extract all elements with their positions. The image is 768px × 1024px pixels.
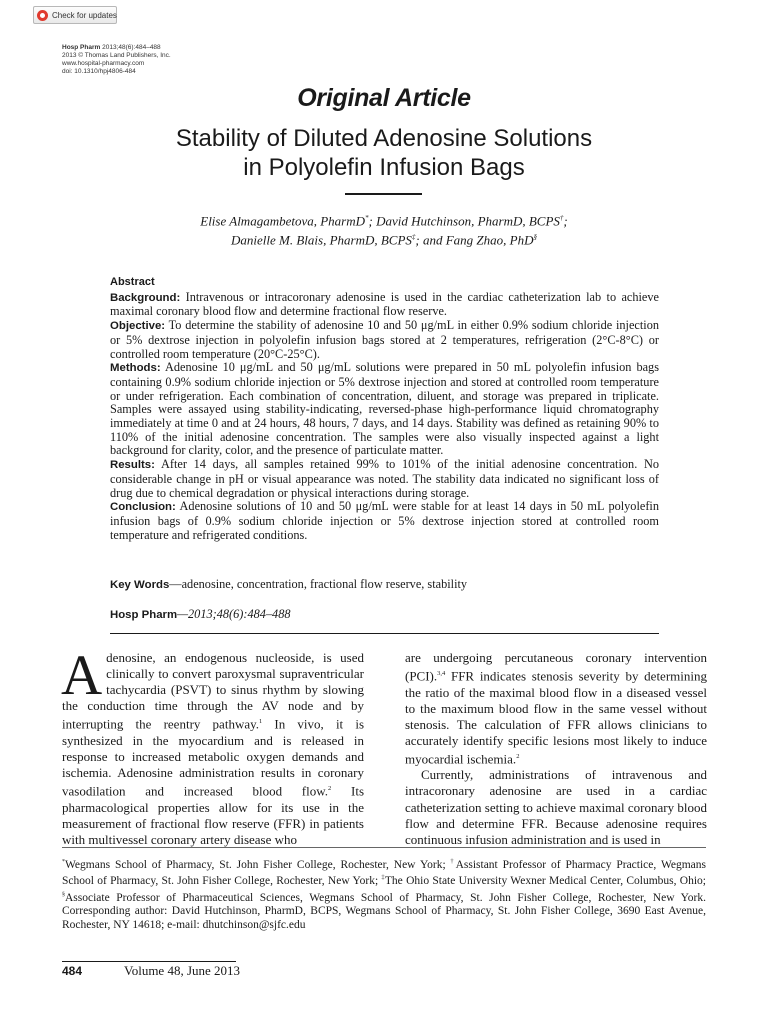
- author-2-mark: †: [559, 214, 564, 222]
- reference-mark[interactable]: 2: [328, 785, 332, 793]
- citation-block: [62, 44, 171, 76]
- article-title: [0, 124, 768, 182]
- author-4: ; and Fang Zhao, PhD: [415, 232, 534, 248]
- section-divider: [110, 633, 659, 634]
- abstract-methods: Methods: Adenosine 10 μg/mL and 50 μg/mL solutions were prepared in 50 mL polyolefin infusion bags containing 0.9% sodium chloride injection or 5% dextrose injection and stored at controlled room temperature or under refrigeration. Each combination of concentration, diluent, and storage was prepared in triplicate. Samples were assayed using stability-indicating, reversed-phase high-performance liquid chromatography immediately at time 0 and at 24 hours, 48 hours, 7 days, and 14 days. Stability was defined as retaining 90% to 110% of the initial adenosine concentration. The samples were also visually inspected against a light background for clarity, color, and the presence of particulate matter.: [110, 360, 659, 458]
- folio-divider: [62, 961, 236, 962]
- title-line-1: Stability of Diluted Adenosine Solutions: [175, 125, 593, 152]
- article-type: Original Article: [297, 84, 471, 112]
- footnote-divider: [62, 847, 706, 848]
- journal-url[interactable]: www.hospital-pharmacy.com: [62, 60, 145, 67]
- body-column-right: [405, 650, 707, 848]
- abstract-conclusion: Conclusion: Adenosine solutions of 10 and 50 μg/mL were stable for at least 14 days in 50 mL polyolefin infusion bags of 0.9% sodium chloride injection or 5% dextrose injection stored at controlled room temperature and refrigerated conditions.: [110, 499, 659, 542]
- body-paragraph: are undergoing percutaneous coronary intervention (PCI).$^{3,4}$ FFR indicates stenosis severity by determining the ratio of the maximal blood flow in a diseased vessel to the maximum blood flow in the same vessel without stenosis. The calculation of FFR allows clinicians to accurately identify specific lesions most likely to induce myocardial ischemia.$^2$: [405, 650, 707, 767]
- keywords: [110, 577, 467, 592]
- author-list: Elise Almagambetova, PharmD*; David Hutchinson, PharmD, BCPS†; Danielle M. Blais, PharmD, BCPS‡; and Fang Zhao, PhD§: [200, 213, 568, 248]
- journal-citation-label: Hosp Pharm: [110, 609, 178, 621]
- keywords-text: —adenosine, concentration, fractional flow reserve, stability: [169, 577, 468, 591]
- reference-mark[interactable]: 2: [516, 752, 520, 760]
- drop-cap: A: [61, 644, 103, 707]
- author-3-mark: ‡: [411, 233, 416, 242]
- page-number: 484: [62, 964, 83, 978]
- author-4-mark: §: [533, 233, 537, 242]
- abstract-heading: Abstract: [110, 276, 155, 288]
- check-for-updates-button[interactable]: [33, 6, 117, 24]
- update-badge-icon: [37, 10, 48, 21]
- journal-name: Hosp Pharm: [62, 44, 101, 51]
- abstract: [110, 276, 659, 542]
- journal-citation-text: —2013;48(6):484–488: [177, 607, 291, 621]
- author-2: ; David Hutchinson, PharmD, BCPS: [368, 213, 560, 229]
- abstract-results: Results: After 14 days, all samples retained 99% to 101% of the initial adenosine concentration. No considerable change in pH or visual appearance was noted. The stability data indicated no significant loss of drug due to chemical degradation or physical interactions during storage.: [110, 457, 659, 500]
- body-paragraph: Adenosine, an endogenous nucleoside, is used clinically to convert paroxysmal supraventricular tachycardia (PSVT) to sinus rhythm by slowing the conduction time through the AV node and by interrupting the reentry pathway.$^1$ In vivo, it is synthesized in the myocardium and is released in response to increased metabolic oxygen demands and ischemia. Adenosine administration results in coronary vasodilation and increased blood flow.$^2$ Its pharmacological properties allow for its use in the measurement of fractional flow reserve (FFR) in patients with multivessel coronary artery disease who: [61, 644, 365, 847]
- keywords-label: Key Words: [110, 579, 170, 591]
- author-1: Elise Almagambetova, PharmD: [200, 213, 366, 229]
- body-paragraph: Currently, administrations of intravenous and intracoronary adenosine are used in a cardiac catheterization setting to achieve maximal coronary blood flow and determine FFR. Because adenosine requires continuous infusion administration and is used in: [405, 767, 707, 847]
- author-3: Danielle M. Blais, PharmD, BCPS: [231, 232, 412, 248]
- author-1-mark: *: [365, 214, 369, 222]
- journal-ref: 2013;48(6):484–488: [102, 44, 161, 51]
- reference-mark[interactable]: 1: [259, 718, 263, 726]
- abstract-background: Background: Intravenous or intracoronary adenosine is used in the cardiac catheterization lab to achieve maximal coronary blood flow and determine fractional flow reserve.: [110, 289, 659, 319]
- body-column-left: [61, 644, 365, 848]
- journal-citation: [110, 607, 291, 622]
- reference-mark[interactable]: 3,4: [437, 670, 446, 678]
- issue-info: Volume 48, June 2013: [124, 963, 241, 978]
- affiliation-footnote: *Wegmans School of Pharmacy, St. John Fisher College, Rochester, New York; †Assistant Professor of Pharmacy Practice, Wegmans School of Pharmacy, St. John Fisher College, Rochester, New York; ‡The Ohio State University Wexner Medical Center, Columbus, Ohio; §Associate Professor of Pharmaceutical Sciences, Wegmans School of Pharmacy, St. John Fisher College, Rochester, New York. Corresponding author: David Hutchinson, PharmD, BCPS, Wegmans School of Pharmacy, St. John Fisher College, 3690 East Avenue, Rochester, NY 14618; e-mail: dhutchinson@sjfc.edu: [62, 858, 707, 931]
- title-line-2: in Polyolefin Infusion Bags: [243, 154, 525, 181]
- doi[interactable]: doi: 10.1310/hpj4806-484: [62, 68, 136, 75]
- title-divider: [345, 193, 422, 195]
- check-for-updates-label: Check for updates: [52, 10, 117, 20]
- copyright: 2013 © Thomas Land Publishers, Inc.: [62, 52, 171, 59]
- abstract-objective: Objective: To determine the stability of adenosine 10 and 50 μg/mL in either 0.9% sodium chloride injection or 5% dextrose injection in polyolefin infusion bags stored at 2 temperatures, refrigeration (2°C-8°C) or controlled room temperature (20°C-25°C).: [110, 318, 659, 361]
